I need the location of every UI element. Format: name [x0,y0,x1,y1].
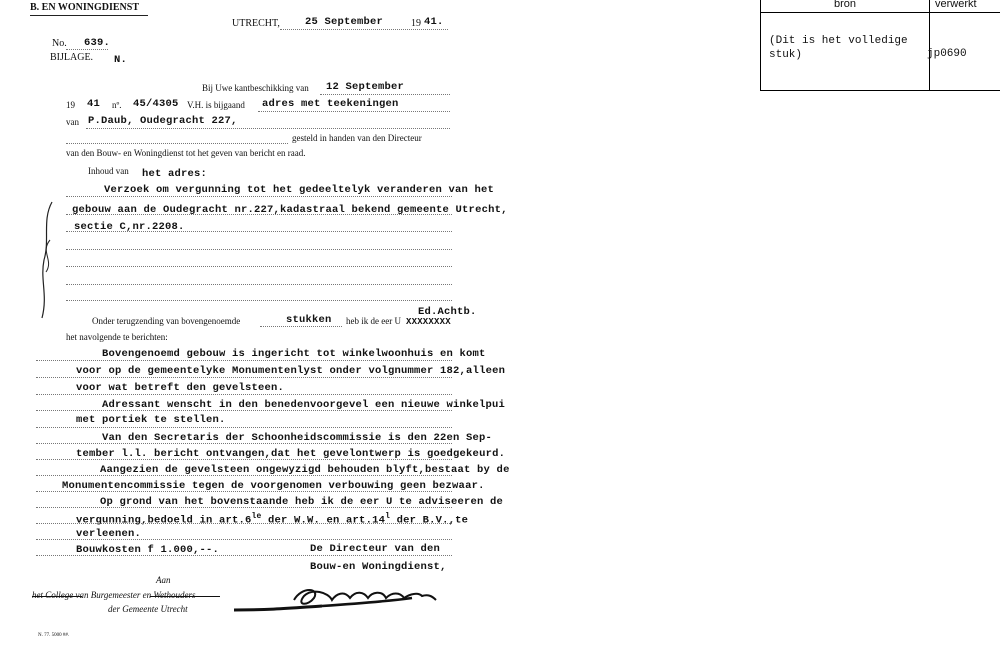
letterhead-rule [30,15,148,16]
bericht-line: Aangezien de gevelsteen ongewyzigd behouden blyft,bestaat by de [100,464,510,476]
ruled-line [36,360,452,361]
nr-label: nº. [112,100,122,110]
ruled-line [36,475,452,476]
art-end: der B.V.,te [390,514,469,527]
nr-value: 45/4305 [133,98,179,110]
ruled-line [66,284,452,285]
city-label: UTRECHT, [232,18,280,29]
ruled-line [36,539,452,540]
bericht-line: Bovengenoemd gebouw is ingericht tot winkelwoonhuis en komt [102,348,486,360]
bijlage-value: N. [114,54,128,66]
intro-date: 12 September [326,81,405,93]
year-prefix: 19 [411,18,421,29]
signature [232,580,442,620]
bericht-line: Monumentencommissie tegen de voorgenomen verbouwing geen bezwaar. [62,480,485,492]
ruled-line [36,523,452,524]
ruled-line [66,266,452,267]
art-mid: der W.W. en art.14 [261,514,386,527]
ruled-line [36,491,452,492]
intro-label: Bij Uwe kantbeschikking van [202,83,309,93]
ruled-line [36,394,452,395]
letterhead-org: B. EN WONINGDIENST [30,2,140,13]
bericht-line: Op grond van het bovenstaande heb ik de eer U te adviseeren de [100,496,504,508]
year-value-2: 41 [87,98,101,110]
onder-line [260,326,342,327]
ruled-line [36,459,452,460]
heb-strike: XXXXXXXX [406,317,451,327]
bericht-line: verleenen. [76,528,142,540]
aan-label: Aan [156,575,171,585]
inhoud-value: het adres: [142,168,208,180]
ruled-line [66,214,452,215]
onder-value: stukken [286,314,332,326]
van-value: P.Daub, Oudegracht 227, [88,115,238,127]
vh-line [258,111,450,112]
bericht-line: tember l.l. bericht ontvangen,dat het gevelontwerp is goedgekeurd. [76,448,506,460]
college-line: het College van Burgemeester en Wethouders [32,590,196,600]
table-cell-verwerkt: jp0690 [927,48,967,60]
inhoud-label: Inhoud van [88,166,129,176]
dienst-text: van den Bouw- en Woningdienst tot het geven van bericht en raad. [66,148,306,158]
bijlage-label: BIJLAGE. [50,52,94,63]
ruled-line [66,196,452,197]
ruled-line [36,377,452,378]
heb-value: Ed.Achtb. [418,306,477,318]
ruled-line [66,231,452,232]
intro-line [320,94,450,95]
ruled-line [66,249,452,250]
van-label: van [66,117,79,127]
table-cell-bron: (Dit is het volledige stuk) [769,35,908,61]
handwritten-bracket [36,200,58,320]
ruled-line [36,555,452,556]
adres-line: gebouw aan de Oudegracht nr.227,kadastraal bekend gemeente Utrecht, [72,204,508,216]
onder-label: Onder terugzending van bovengenoemde [92,316,241,326]
no-value: 639. [84,37,111,49]
table-column-divider [929,0,930,90]
year-prefix-2: 19 [66,100,75,110]
ruled-line [36,410,452,411]
no-line [66,49,108,50]
college-strike [32,596,82,597]
college-strike [150,596,220,597]
year-suffix: 41. [424,16,444,28]
table-header-verwerkt: verwerkt [935,0,977,10]
bericht-line: voor wat betreft den gevelsteen. [76,382,285,394]
metadata-table [760,0,1000,91]
ruled-line [66,300,452,301]
heb-label: heb ik de eer U [346,316,401,326]
vh-label: V.H. is bijgaand [187,100,245,110]
adres-line: Verzoek om vergunning tot het gedeeltelyk veranderen van het [104,184,495,196]
no-label: No. [52,38,67,49]
gesteld-text: gesteld in handen van den Directeur [292,133,422,143]
gemeente-line: der Gemeente Utrecht [108,604,188,614]
bericht-line: voor op de gemeentelyke Monumentenlyst onder volgnummer 182,alleen [76,365,506,377]
directeur-line-2: Bouw-en Woningdienst, [310,561,447,573]
bericht-line: Adressant wenscht in den benedenvoorgevel een nieuwe winkelpui [102,399,506,411]
date-value: 25 September [305,16,384,28]
printcode: N. 77. 5000 ##. [38,633,70,638]
date-line [280,29,448,30]
bericht-line: met portiek te stellen. [76,414,226,426]
vh-value: adres met teekeningen [262,98,399,110]
ruled-line [36,427,452,428]
ruled-line [36,443,452,444]
art-sup-1: le [251,512,262,521]
art-text: vergunning,bedoeld in art.6 [76,514,252,527]
directeur-line-1: De Directeur van den [310,543,441,555]
ruled-line [36,507,452,508]
bericht-line: Van den Secretaris der Schoonheidscommissie is den 22en Sep- [102,432,493,444]
bericht-line [76,512,468,527]
art-sup-2: l [385,512,391,521]
bouwkosten: Bouwkosten f 1.000,--. [76,544,220,556]
table-header-bron: bron [833,0,857,10]
van-line [86,128,450,129]
navolgende-text: het navolgende te berichten: [66,332,168,342]
adres-line: sectie C,nr.2208. [74,221,185,233]
gesteld-line [66,143,288,144]
